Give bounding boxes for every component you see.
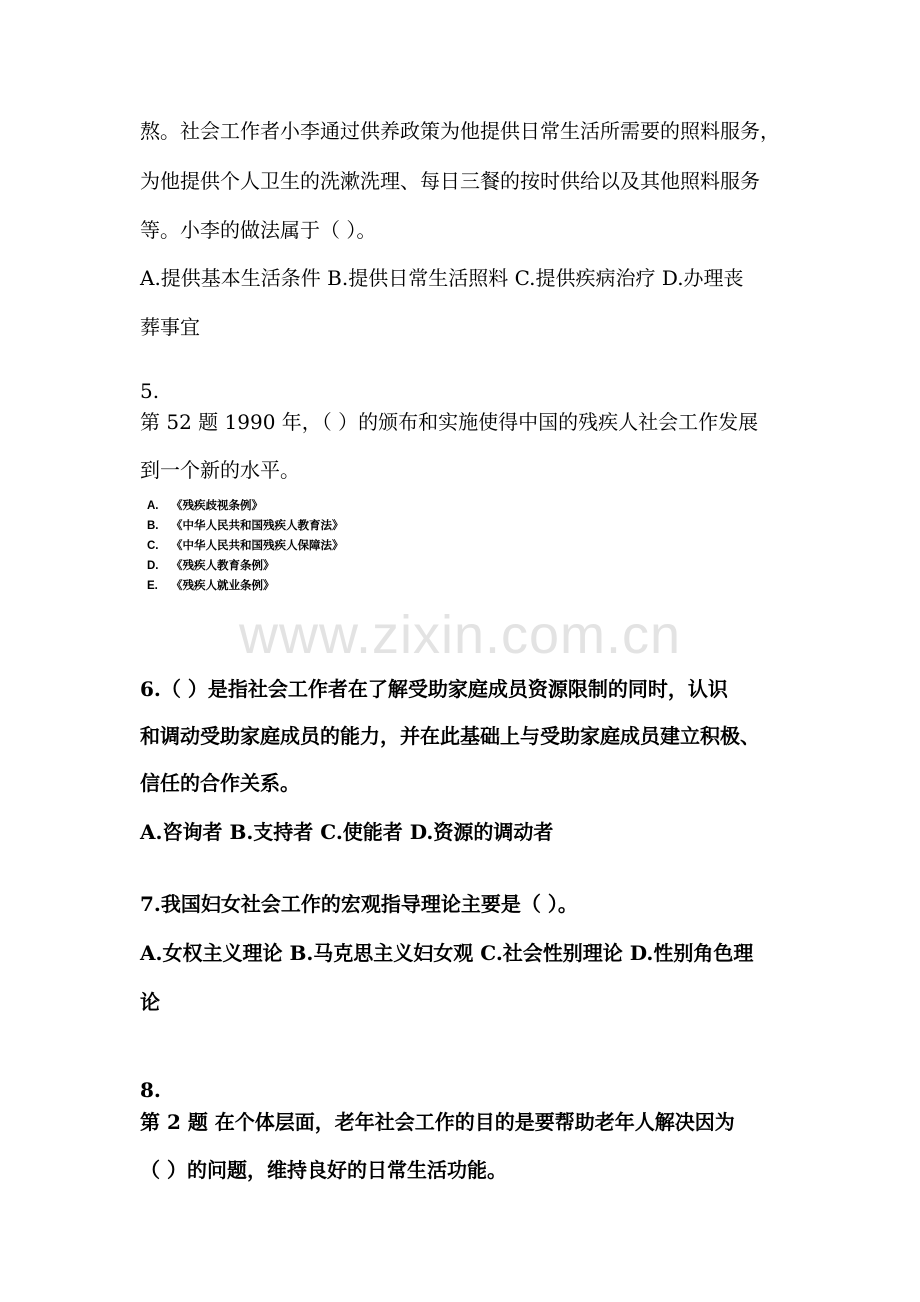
q5-option-letter: A. <box>147 500 159 512</box>
q5-option-text: 《中华人民共和国残疾人保障法》 <box>171 538 344 552</box>
q7-options-line-1: A.女权主义理论 B.马克思主义妇女观 C.社会性别理论 D.性别角色理 <box>140 941 754 965</box>
q5-option-e <box>147 577 275 594</box>
q5-option-text: 《中华人民共和国残疾人教育法》 <box>171 518 344 532</box>
q5-option-d <box>147 557 275 574</box>
q4-line-2: 为他提供个人卫生的洗漱洗理、每日三餐的按时供给以及其他照料服务 <box>140 169 760 193</box>
q5-option-c <box>147 537 344 554</box>
q7-options-line-2: 论 <box>140 990 160 1014</box>
q4-options-line-2: 葬事宜 <box>140 315 200 339</box>
q5-option-text: 《残疾人就业条例》 <box>171 578 275 592</box>
q5-option-b <box>147 517 344 534</box>
q5-option-a <box>147 497 263 514</box>
q4-line-1: 熬。社会工作者小李通过供养政策为他提供日常生活所需要的照料服务， <box>140 119 780 143</box>
q5-line-1: 第 52 题 1990 年，（ ）的颁布和实施使得中国的残疾人社会工作发展 <box>140 410 759 434</box>
q4-options-line-1: A.提供基本生活条件 B.提供日常生活照料 C.提供疾病治疗 D.办理丧 <box>140 266 744 290</box>
q6-line-2: 和调动受助家庭成员的能力，并在此基础上与受助家庭成员建立积极、 <box>140 724 760 748</box>
q6-line-1: 6.（ ）是指社会工作者在了解受助家庭成员资源限制的同时，认识 <box>140 677 728 701</box>
q8-line-2: （ ）的问题，维持良好的日常生活功能。 <box>140 1158 507 1182</box>
q5-option-text: 《残疾人教育条例》 <box>171 558 275 572</box>
q5-line-2: 到一个新的水平。 <box>140 458 300 482</box>
q5-number: 5. <box>140 379 160 403</box>
q8-number: 8. <box>140 1078 161 1102</box>
q4-line-3: 等。小李的做法属于（ ）。 <box>140 218 377 242</box>
q5-option-letter: C. <box>147 540 159 552</box>
q6-options: A.咨询者 B.支持者 C.使能者 D.资源的调动者 <box>140 820 554 844</box>
q5-option-text: 《残疾歧视条例》 <box>171 498 263 512</box>
q8-line-1: 第 2 题 在个体层面，老年社会工作的目的是要帮助老年人解决因为 <box>140 1110 735 1134</box>
q6-line-3: 信任的合作关系。 <box>140 771 300 795</box>
q5-option-letter: B. <box>147 520 159 532</box>
q7-line-1: 7.我国妇女社会工作的宏观指导理论主要是（ ）。 <box>140 892 578 916</box>
q5-option-letter: E. <box>147 580 158 592</box>
q5-option-letter: D. <box>147 560 159 572</box>
watermark: www.zixin.com.cn <box>238 605 682 665</box>
